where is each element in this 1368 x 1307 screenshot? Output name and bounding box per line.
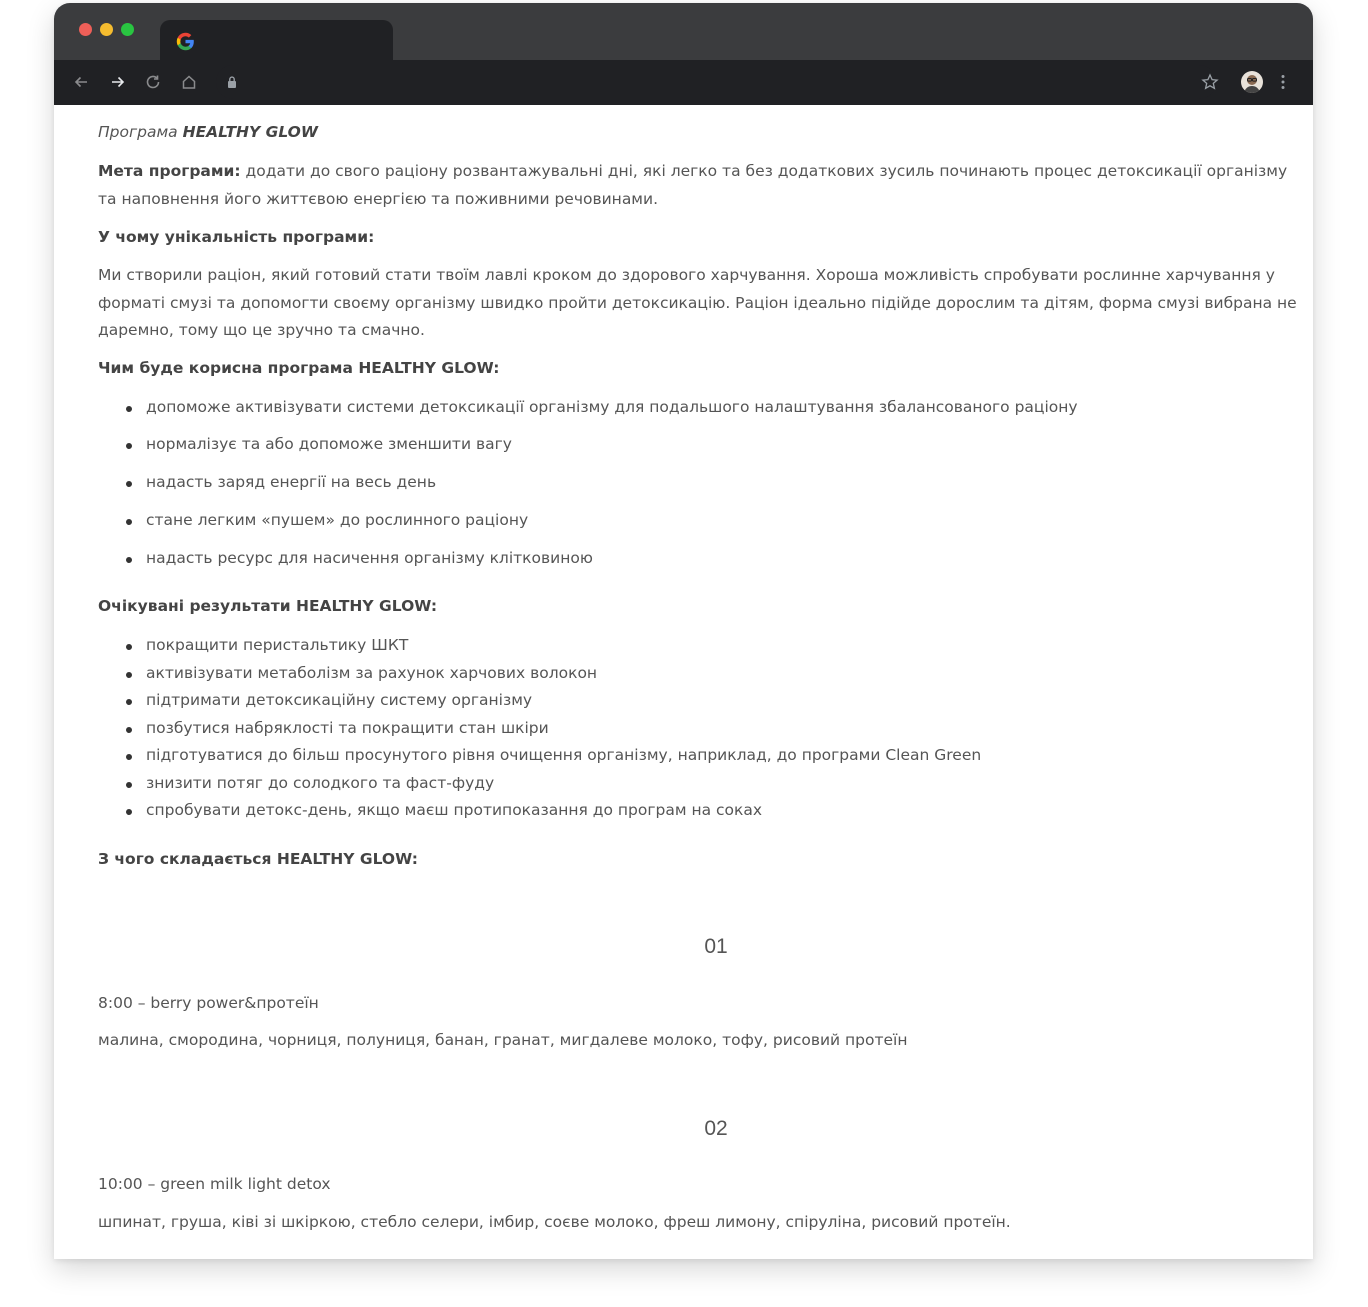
close-window-button[interactable] [79,23,92,36]
minimize-window-button[interactable] [100,23,113,36]
list-item: покращити перистальтику ШКТ [146,632,408,660]
goal-text: додати до свого раціону розвантажувальні дні, які легко та без додаткових зусиль починають процес детоксикації організму та наповнення його життєвою енергією та поживними речовинами. [98,162,1288,208]
meal-title: 8:00 – berry power&протеїн [98,994,319,1012]
list-item: підготуватися до більш просунутого рівня очищення організму, наприклад, до програми Clean Green [146,742,981,770]
avatar[interactable] [1241,71,1263,93]
list-item: допоможе активізувати системи детоксикації організму для подальшого налаштування збалансованого раціону [146,394,1078,422]
star-icon[interactable] [1199,71,1221,93]
meal-number: 01 [704,935,728,958]
browser-window [54,3,1313,1259]
uniqueness-text: Ми створили раціон, який готовий стати твоїм лавлі кроком до здорового харчування. Хороша можливість спробувати рослинне харчування у форматі смузі та допомогти своєму організму швидко пройти детоксикацію. Раціон ідеально підійде дорослим та дітям, форма смузі вибрана не даремно, тому що це зручно та смачно. [98,266,1297,339]
list-item: нормалізує та або допоможе зменшити вагу [146,431,512,459]
google-g-logo [176,32,195,51]
goal-paragraph [98,158,1308,213]
address-bar[interactable] [216,65,1216,99]
back-icon[interactable] [70,71,92,93]
meal-title: 10:00 – green milk light detox [98,1175,331,1193]
list-item: підтримати детоксикаційну систему організму [146,687,532,715]
lock-icon [226,75,238,89]
meal-ingredients: шпинат, груша, ківі зі шкіркою, стебло селери, імбир, соєве молоко, фреш лимону, спіруліна, рисовий протеїн. [98,1213,1011,1231]
title-bar [54,3,1313,60]
composition-heading: З чого складається HEALTHY GLOW: [98,850,418,868]
maximize-window-button[interactable] [121,23,134,36]
benefits-heading: Чим буде корисна програма HEALTHY GLOW: [98,359,500,377]
list-item: стане легким «пушем» до рослинного раціону [146,507,528,535]
program-prefix: Програма [98,123,178,141]
list-item: спробувати детокс-день, якщо маєш протипоказання до програм на соках [146,797,762,825]
list-item: активізувати метаболізм за рахунок харчових волокон [146,660,597,688]
list-item: знизити потяг до солодкого та фаст-фуду [146,770,494,798]
program-name: HEALTHY GLOW [182,123,318,141]
goal-label: Мета програми: [98,162,241,180]
list-item: надасть ресурс для насичення організму клітковиною [146,545,593,573]
browser-toolbar [54,60,1313,105]
window-controls [79,23,134,36]
uniqueness-heading: У чому унікальність програми: [98,228,375,246]
list-item: позбутися набряклості та покращити стан шкіри [146,715,549,743]
menu-icon[interactable] [1272,71,1294,93]
results-heading: Очікувані результати HEALTHY GLOW: [98,597,438,615]
meal-number: 02 [704,1117,728,1140]
meal-ingredients: малина, смородина, чорниця, полуниця, банан, гранат, мигдалеве молоко, тофу, рисовий протеїн [98,1031,908,1049]
list-item: надасть заряд енергії на весь день [146,469,436,497]
home-icon[interactable] [178,71,200,93]
forward-icon[interactable] [107,71,129,93]
reload-icon[interactable] [142,71,164,93]
browser-tab[interactable] [160,20,393,60]
program-title [98,119,318,147]
